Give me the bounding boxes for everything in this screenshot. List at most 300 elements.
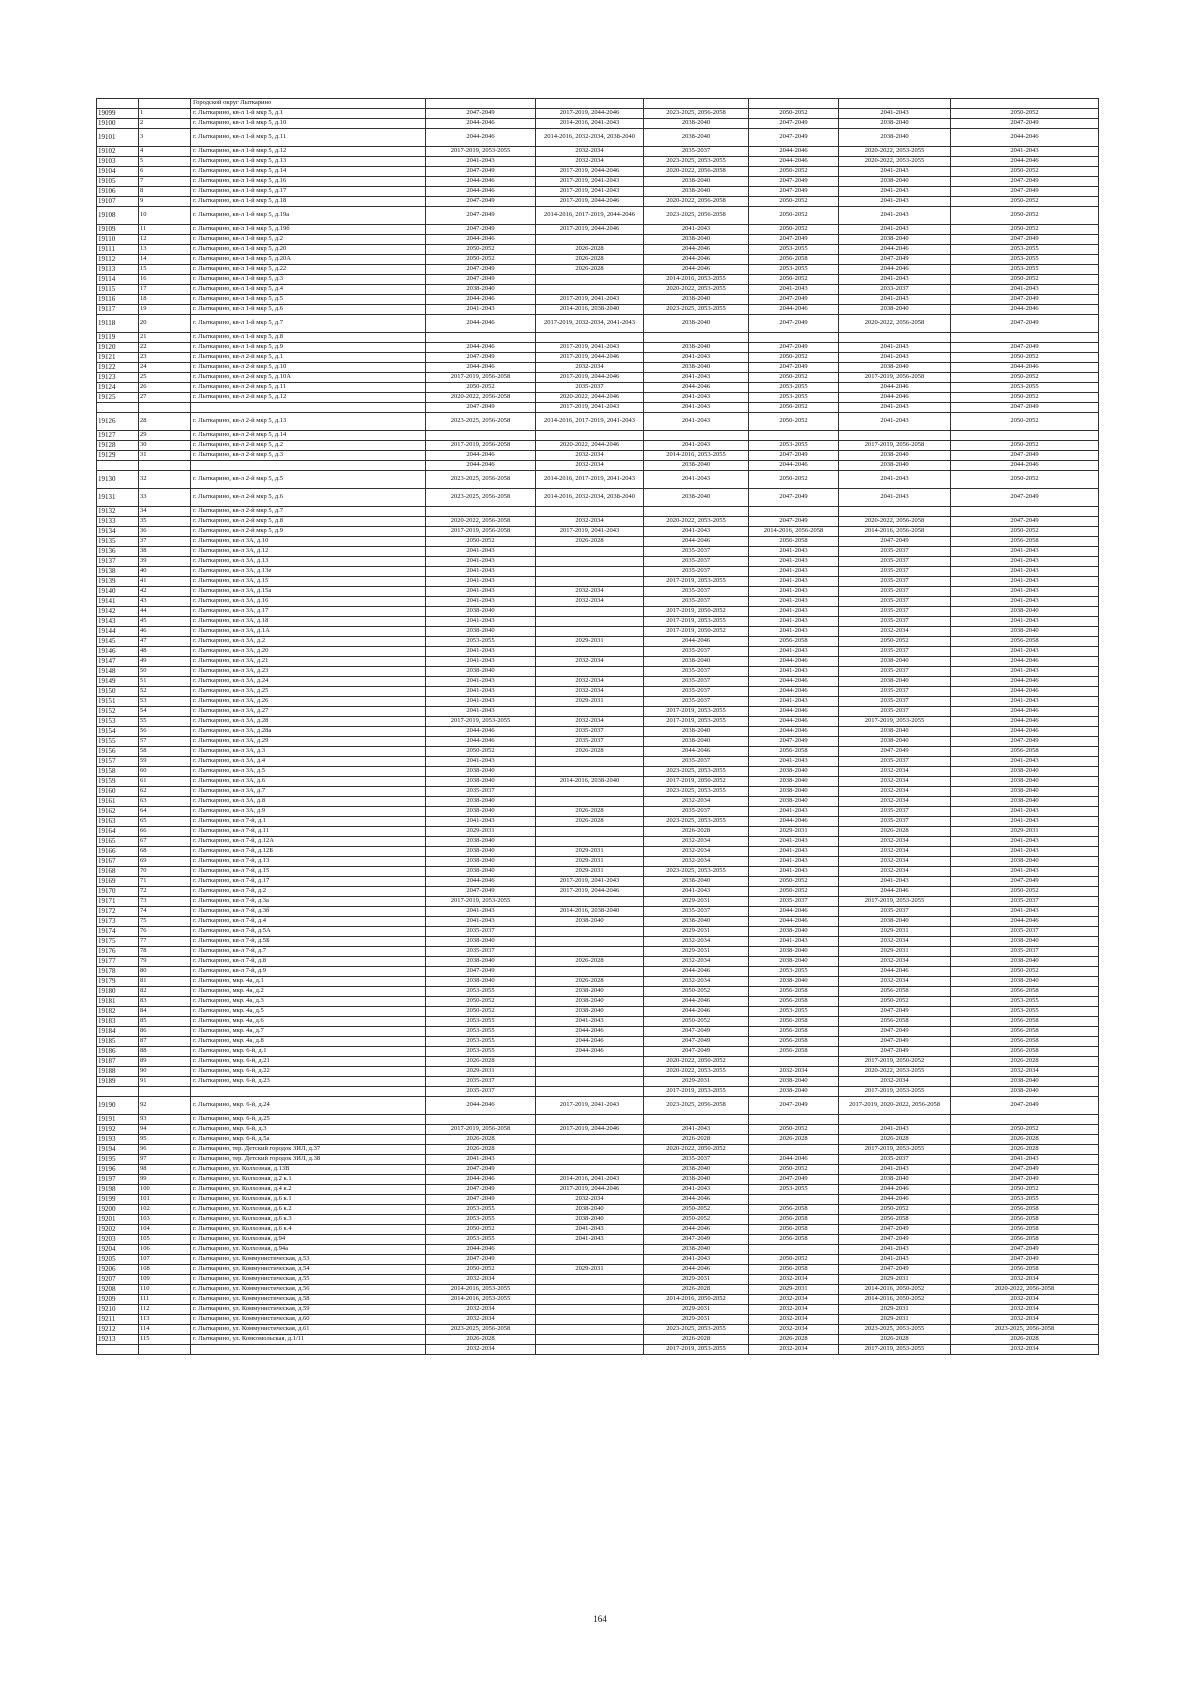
period-cell: 2029-2031: [749, 827, 839, 837]
period-cell: 2026-2028: [644, 1285, 749, 1295]
period-cell: 2041-2043: [426, 157, 536, 167]
row-number-cell: 26: [139, 383, 191, 393]
period-cell: 2056-2058: [749, 1235, 839, 1245]
period-cell: 2041-2043: [426, 305, 536, 315]
period-cell: 2038-2040: [644, 187, 749, 197]
period-cell: [536, 1155, 644, 1165]
period-cell: 2014-2016, 2056-2058: [749, 527, 839, 537]
address-cell: [191, 1345, 426, 1355]
table-row: [97, 747, 1099, 757]
table-row: [97, 1155, 1099, 1165]
row-id-cell: 19127: [97, 431, 139, 441]
period-cell: 2056-2058: [839, 1017, 951, 1027]
period-cell: 2041-2043: [951, 847, 1099, 857]
period-cell: 2047-2049: [839, 1235, 951, 1245]
period-cell: 2026-2028: [839, 1335, 951, 1345]
period-cell: 2041-2043: [426, 617, 536, 627]
address-cell: г. Лыткарино, ул. Коммунистическая, д.55: [191, 1275, 426, 1285]
table-row: [97, 197, 1099, 207]
table-row: [97, 557, 1099, 567]
row-id-cell: 19202: [97, 1225, 139, 1235]
period-cell: 2056-2058: [951, 1215, 1099, 1225]
row-number-cell: 6: [139, 167, 191, 177]
period-cell: 2050-2052: [426, 383, 536, 393]
period-cell: 2032-2034: [839, 977, 951, 987]
period-cell: 2044-2046: [839, 265, 951, 275]
period-cell: 2044-2046: [426, 1245, 536, 1255]
period-cell: 2053-2055: [426, 1027, 536, 1037]
table-row: [97, 1245, 1099, 1255]
period-cell: 2038-2040: [644, 235, 749, 245]
table-row: [97, 797, 1099, 807]
row-id-cell: 19206: [97, 1265, 139, 1275]
table-row: [97, 413, 1099, 431]
period-cell: 2038-2040: [749, 957, 839, 967]
row-id-cell: 19187: [97, 1057, 139, 1067]
row-number-cell: 9: [139, 197, 191, 207]
period-cell: 2044-2046: [426, 295, 536, 305]
row-number-cell: 1: [139, 109, 191, 119]
period-cell: [536, 1067, 644, 1077]
period-cell: 2044-2046: [644, 997, 749, 1007]
period-cell: 2053-2055: [951, 383, 1099, 393]
period-cell: 2044-2046: [749, 1155, 839, 1165]
row-number-cell: 37: [139, 537, 191, 547]
period-cell: 2026-2028: [536, 245, 644, 255]
row-id-cell: 19109: [97, 225, 139, 235]
period-cell: 2032-2034: [839, 767, 951, 777]
period-cell: 2017-2019, 2032-2034, 2041-2043: [536, 315, 644, 333]
period-cell: 2053-2055: [426, 1215, 536, 1225]
period-cell: 2038-2040: [644, 343, 749, 353]
table-row: [97, 1125, 1099, 1135]
period-cell: 2056-2058: [749, 1027, 839, 1037]
address-cell: г. Лыткарино, кв-л 2-й мкр 5, д.12: [191, 393, 426, 403]
row-number-cell: 20: [139, 315, 191, 333]
address-cell: г. Лыткарино, мкр. 6-й, д.25: [191, 1115, 426, 1125]
period-cell: 2038-2040: [426, 937, 536, 947]
period-cell: 2044-2046: [426, 1175, 536, 1185]
period-cell: 2023-2025, 2053-2055: [644, 787, 749, 797]
row-number-cell: 5: [139, 157, 191, 167]
period-cell: 2017-2019, 2044-2046: [536, 353, 644, 363]
row-id-cell: 19191: [97, 1115, 139, 1125]
period-cell: 2038-2040: [839, 1175, 951, 1185]
address-cell: г. Лыткарино, кв-л 1-й мкр 5, д.2: [191, 235, 426, 245]
row-number-cell: 27: [139, 393, 191, 403]
table-row: [97, 1225, 1099, 1235]
period-cell: 2017-2019, 2056-2058: [426, 527, 536, 537]
period-cell: [536, 707, 644, 717]
period-cell: 2044-2046: [951, 129, 1099, 147]
table-row: [97, 657, 1099, 667]
period-cell: 2041-2043: [644, 471, 749, 489]
period-cell: 2041-2043: [839, 167, 951, 177]
period-cell: 2050-2052: [951, 441, 1099, 451]
row-id-cell: 19164: [97, 827, 139, 837]
row-id-cell: 19172: [97, 907, 139, 917]
period-cell: 2056-2058: [749, 747, 839, 757]
period-cell: 2038-2040: [749, 777, 839, 787]
period-cell: [536, 797, 644, 807]
row-id-cell: 19122: [97, 363, 139, 373]
period-cell: [536, 1345, 644, 1355]
period-cell: 2035-2037: [644, 907, 749, 917]
period-cell: 2053-2055: [749, 383, 839, 393]
period-cell: 2029-2031: [644, 897, 749, 907]
row-id-cell: 19132: [97, 507, 139, 517]
period-cell: 2044-2046: [426, 877, 536, 887]
period-cell: 2041-2043: [839, 275, 951, 285]
address-cell: г. Лыткарино, кв-л 3А, д.5: [191, 767, 426, 777]
period-cell: 2023-2025, 2056-2058: [644, 109, 749, 119]
row-number-cell: 29: [139, 431, 191, 441]
period-cell: 2044-2046: [426, 737, 536, 747]
row-number-cell: 113: [139, 1315, 191, 1325]
period-cell: 2035-2037: [839, 817, 951, 827]
period-cell: 2047-2049: [426, 403, 536, 413]
period-cell: 2041-2043: [951, 577, 1099, 587]
period-cell: 2035-2037: [839, 567, 951, 577]
table-row: [97, 255, 1099, 265]
period-cell: 2047-2049: [951, 315, 1099, 333]
address-cell: г. Лыткарино, кв-л 3А, д.4: [191, 757, 426, 767]
period-cell: 2038-2040: [644, 1245, 749, 1255]
row-id-cell: 19101: [97, 129, 139, 147]
address-cell: г. Лыткарино, кв-л 3А, д.12: [191, 547, 426, 557]
period-cell: 2032-2034: [839, 837, 951, 847]
row-number-cell: 36: [139, 527, 191, 537]
row-id-cell: 19182: [97, 1007, 139, 1017]
address-cell: г. Лыткарино, мкр. 4а, д.6: [191, 1017, 426, 1027]
period-cell: 2044-2046: [426, 363, 536, 373]
period-cell: 2029-2031: [644, 1275, 749, 1285]
period-cell: 2032-2034: [839, 1077, 951, 1087]
period-cell: [536, 1145, 644, 1155]
period-cell: [536, 827, 644, 837]
table-row: [97, 977, 1099, 987]
table-row: [97, 1067, 1099, 1077]
row-id-cell: 19198: [97, 1185, 139, 1195]
table-row: [97, 1235, 1099, 1245]
period-cell: 2035-2037: [839, 667, 951, 677]
period-cell: 2014-2016, 2053-2055: [644, 451, 749, 461]
period-cell: 2050-2052: [644, 1215, 749, 1225]
period-cell: 2035-2037: [644, 547, 749, 557]
address-cell: г. Лыткарино, кв-л 3А, д.26: [191, 697, 426, 707]
period-cell: 2041-2043: [644, 1125, 749, 1135]
period-cell: 2050-2052: [749, 1255, 839, 1265]
period-cell: 2041-2043: [951, 547, 1099, 557]
period-cell: 2044-2046: [749, 707, 839, 717]
period-cell: 2047-2049: [951, 343, 1099, 353]
period-cell: 2047-2049: [426, 1195, 536, 1205]
period-cell: 2050-2052: [426, 537, 536, 547]
row-id-cell: 19211: [97, 1315, 139, 1325]
row-id-cell: 19115: [97, 285, 139, 295]
row-number-cell: 68: [139, 847, 191, 857]
row-id-cell: 19175: [97, 937, 139, 947]
row-number-cell: 17: [139, 285, 191, 295]
row-id-cell: 19209: [97, 1295, 139, 1305]
period-cell: 2041-2043: [426, 577, 536, 587]
period-cell: 2047-2049: [749, 235, 839, 245]
address-cell: г. Лыткарино, ул. Коммунистическая, д.53: [191, 1255, 426, 1265]
row-number-cell: 16: [139, 275, 191, 285]
table-row: [97, 1175, 1099, 1185]
period-cell: 2041-2043: [951, 817, 1099, 827]
period-cell: 2044-2046: [839, 1195, 951, 1205]
period-cell: 2038-2040: [839, 129, 951, 147]
row-id-cell: 19139: [97, 577, 139, 587]
period-cell: 2035-2037: [644, 1155, 749, 1165]
period-cell: [536, 1115, 644, 1125]
row-id-cell: 19203: [97, 1235, 139, 1245]
period-cell: 2032-2034: [536, 1195, 644, 1205]
address-cell: г. Лыткарино, кв-л 3А, д.28а: [191, 727, 426, 737]
period-cell: 2056-2058: [951, 1235, 1099, 1245]
address-cell: г. Лыткарино, кв-л 1-й мкр 5, д.13: [191, 157, 426, 167]
period-cell: [536, 1335, 644, 1345]
period-cell: 2035-2037: [839, 907, 951, 917]
period-cell: 2041-2043: [749, 617, 839, 627]
period-cell: 2017-2019, 2041-2043: [536, 527, 644, 537]
period-cell: 2038-2040: [426, 847, 536, 857]
address-cell: г. Лыткарино, кв-л 1-й мкр 5, д.3: [191, 275, 426, 285]
period-cell: 2035-2037: [644, 587, 749, 597]
period-cell: 2026-2028: [644, 827, 749, 837]
row-id-cell: 19102: [97, 147, 139, 157]
row-number-cell: 40: [139, 567, 191, 577]
address-cell: г. Лыткарино, кв-л 1-й мкр 5, д.20: [191, 245, 426, 255]
period-cell: 2041-2043: [749, 587, 839, 597]
period-cell: 2032-2034: [951, 1067, 1099, 1077]
period-cell: 2041-2043: [426, 1155, 536, 1165]
period-cell: 2041-2043: [951, 617, 1099, 627]
period-cell: 2038-2040: [644, 315, 749, 333]
period-cell: 2014-2016, 2038-2040: [536, 777, 644, 787]
period-cell: 2044-2046: [644, 637, 749, 647]
period-cell: [536, 837, 644, 847]
address-cell: г. Лыткарино, ул. Коммунистическая, д.60: [191, 1315, 426, 1325]
period-cell: 2029-2031: [644, 947, 749, 957]
period-cell: [536, 507, 644, 517]
row-id-cell: 19195: [97, 1155, 139, 1165]
period-cell: 2032-2034: [536, 587, 644, 597]
period-cell: [749, 333, 839, 343]
period-cell: 2041-2043: [951, 667, 1099, 677]
period-cell: 2041-2043: [749, 567, 839, 577]
period-cell: 2038-2040: [839, 657, 951, 667]
period-cell: 2044-2046: [426, 119, 536, 129]
period-cell: 2014-2016, 2032-2034, 2038-2040: [536, 489, 644, 507]
period-cell: 2017-2019, 2053-2055: [644, 617, 749, 627]
period-cell: 2047-2049: [749, 295, 839, 305]
period-cell: 2047-2049: [951, 187, 1099, 197]
address-cell: г. Лыткарино, кв-л 7-й, д.11: [191, 827, 426, 837]
row-number-cell: 67: [139, 837, 191, 847]
table-row: [97, 1115, 1099, 1125]
address-cell: г. Лыткарино, кв-л 1-й мкр 5, д.4: [191, 285, 426, 295]
table-row: [97, 827, 1099, 837]
address-cell: г. Лыткарино, ул. Коммунистическая, д.56: [191, 1285, 426, 1295]
period-cell: [749, 1145, 839, 1155]
period-cell: 2038-2040: [839, 177, 951, 187]
table-row: [97, 767, 1099, 777]
period-cell: 2050-2052: [951, 197, 1099, 207]
period-cell: 2041-2043: [749, 577, 839, 587]
period-cell: 2026-2028: [644, 1335, 749, 1345]
table-row: [97, 1315, 1099, 1325]
period-cell: 2035-2037: [644, 597, 749, 607]
table-row: [97, 285, 1099, 295]
period-cell: 2038-2040: [839, 917, 951, 927]
period-cell: 2041-2043: [839, 207, 951, 225]
page-number: 164: [593, 1614, 607, 1624]
address-cell: г. Лыткарино, ул. Колхозная, д.94: [191, 1235, 426, 1245]
row-number-cell: 81: [139, 977, 191, 987]
table-row: [97, 295, 1099, 305]
period-cell: 2017-2019, 2044-2046: [536, 887, 644, 897]
period-cell: 2044-2046: [426, 129, 536, 147]
period-cell: 2056-2058: [951, 1027, 1099, 1037]
address-cell: г. Лыткарино, мкр. 6-й, д.23: [191, 1077, 426, 1087]
period-cell: 2041-2043: [749, 757, 839, 767]
row-number-cell: 25: [139, 373, 191, 383]
period-cell: 2044-2046: [644, 1265, 749, 1275]
period-cell: 2029-2031: [536, 1265, 644, 1275]
period-cell: 2044-2046: [951, 461, 1099, 471]
row-id-cell: 19170: [97, 887, 139, 897]
period-cell: 2029-2031: [839, 1305, 951, 1315]
row-id-cell: 19190: [97, 1097, 139, 1115]
period-cell: 2050-2052: [749, 877, 839, 887]
period-cell: [536, 567, 644, 577]
period-cell: 2044-2046: [536, 1027, 644, 1037]
row-id-cell: 19189: [97, 1077, 139, 1087]
row-id-cell: 19121: [97, 353, 139, 363]
period-cell: 2053-2055: [951, 997, 1099, 1007]
period-cell: [536, 937, 644, 947]
period-cell: 2041-2043: [644, 441, 749, 451]
period-cell: 2044-2046: [426, 187, 536, 197]
period-cell: 2047-2049: [839, 255, 951, 265]
period-cell: 2041-2043: [426, 757, 536, 767]
period-cell: 2038-2040: [839, 451, 951, 461]
table-row: [97, 1145, 1099, 1155]
period-cell: 2047-2049: [426, 1255, 536, 1265]
row-number-cell: 23: [139, 353, 191, 363]
table-row: [97, 343, 1099, 353]
address-cell: г. Лыткарино, кв-л 3А, д.7: [191, 787, 426, 797]
period-cell: 2053-2055: [749, 1007, 839, 1017]
period-cell: 2056-2058: [749, 1215, 839, 1225]
row-id-cell: [97, 461, 139, 471]
table-body: [97, 99, 1099, 1355]
row-id-cell: 19143: [97, 617, 139, 627]
period-cell: 2050-2052: [951, 1125, 1099, 1135]
period-cell: [426, 431, 536, 441]
period-cell: 2044-2046: [536, 1037, 644, 1047]
row-id-cell: 19100: [97, 119, 139, 129]
period-cell: 2050-2052: [644, 1017, 749, 1027]
row-number-cell: 21: [139, 333, 191, 343]
period-cell: [536, 275, 644, 285]
period-cell: 2056-2058: [951, 637, 1099, 647]
table-row: [97, 363, 1099, 373]
period-cell: 2041-2043: [749, 697, 839, 707]
period-cell: 2035-2037: [839, 757, 951, 767]
period-cell: 2044-2046: [951, 717, 1099, 727]
period-cell: 2047-2049: [951, 877, 1099, 887]
table-row: [97, 315, 1099, 333]
row-id-cell: 19167: [97, 857, 139, 867]
address-cell: г. Лыткарино, кв-л 7-й, д.8: [191, 957, 426, 967]
table-row: [97, 1057, 1099, 1067]
address-cell: г. Лыткарино, кв-л 2-й мкр 5, д.10: [191, 363, 426, 373]
period-cell: 2050-2052: [749, 1165, 839, 1175]
period-cell: 2041-2043: [749, 607, 839, 617]
period-cell: 2056-2058: [951, 987, 1099, 997]
table-row: [97, 109, 1099, 119]
period-cell: [644, 507, 749, 517]
row-number-cell: 93: [139, 1115, 191, 1125]
table-row: [97, 225, 1099, 235]
row-number-cell: 103: [139, 1215, 191, 1225]
period-cell: [536, 333, 644, 343]
period-cell: 2041-2043: [749, 857, 839, 867]
row-id-cell: 19112: [97, 255, 139, 265]
period-cell: 2014-2016, 2053-2055: [426, 1285, 536, 1295]
period-cell: 2032-2034: [749, 1325, 839, 1335]
period-cell: 2038-2040: [951, 957, 1099, 967]
period-cell: 2035-2037: [536, 737, 644, 747]
row-id-cell: 19149: [97, 677, 139, 687]
period-cell: 2047-2049: [951, 1097, 1099, 1115]
period-cell: 2032-2034: [749, 1067, 839, 1077]
period-cell: 2041-2043: [749, 837, 839, 847]
address-cell: г. Лыткарино, кв-л 7-й, д.9: [191, 967, 426, 977]
row-number-cell: 32: [139, 471, 191, 489]
period-cell: 2023-2025, 2053-2055: [644, 305, 749, 315]
table-row: [97, 333, 1099, 343]
row-number-cell: 80: [139, 967, 191, 977]
table-row: [97, 1037, 1099, 1047]
address-cell: [191, 403, 426, 413]
table-row: [97, 1135, 1099, 1145]
period-cell: 2047-2049: [426, 1185, 536, 1195]
period-cell: 2017-2019, 2050-2052: [644, 627, 749, 637]
period-cell: 2017-2019, 2041-2043: [536, 177, 644, 187]
address-cell: г. Лыткарино, кв-л 3А, д.25: [191, 687, 426, 697]
period-cell: 2026-2028: [536, 537, 644, 547]
period-cell: 2029-2031: [951, 827, 1099, 837]
row-number-cell: 47: [139, 637, 191, 647]
period-cell: 2032-2034: [536, 717, 644, 727]
period-cell: 2047-2049: [426, 265, 536, 275]
period-cell: 2041-2043: [749, 627, 839, 637]
period-cell: 2029-2031: [536, 847, 644, 857]
period-cell: 2041-2043: [426, 657, 536, 667]
period-cell: 2044-2046: [839, 393, 951, 403]
period-cell: 2020-2022, 2044-2046: [536, 393, 644, 403]
period-cell: 2017-2019, 2053-2055: [426, 147, 536, 157]
period-cell: 2044-2046: [536, 1047, 644, 1057]
row-id-cell: 19151: [97, 697, 139, 707]
table-row: [97, 707, 1099, 717]
period-cell: 2056-2058: [749, 1017, 839, 1027]
period-cell: 2050-2052: [951, 1185, 1099, 1195]
